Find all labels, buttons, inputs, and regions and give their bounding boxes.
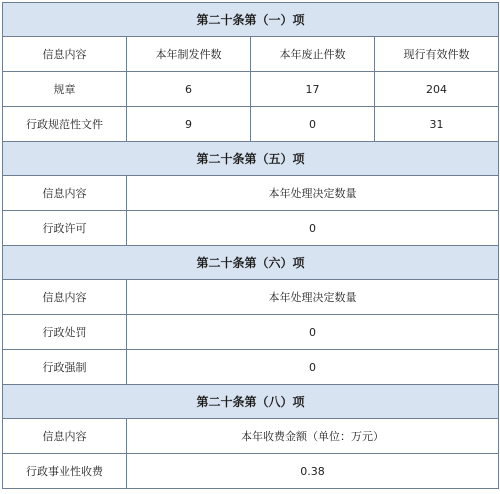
table-row [3, 315, 499, 350]
table-cell: 31 [375, 107, 499, 142]
table-cell: 0 [127, 211, 499, 246]
section-header [3, 142, 499, 176]
table-cell: 0 [127, 315, 499, 350]
disclosure-table [2, 2, 499, 489]
section-header [3, 3, 499, 37]
column-header: 现行有效件数 [375, 37, 499, 72]
section-header [3, 246, 499, 280]
section-title: 第二十条第（八）项 [3, 385, 499, 419]
column-header: 本年收费金额（单位：万元） [127, 419, 499, 454]
table-header-row [3, 280, 499, 315]
section-header [3, 385, 499, 419]
row-label: 行政强制 [3, 350, 127, 385]
row-label: 行政许可 [3, 211, 127, 246]
column-header: 本年处理决定数量 [127, 280, 499, 315]
table-cell: 6 [127, 72, 251, 107]
table-row [3, 454, 499, 489]
table-header-row [3, 176, 499, 211]
section-title: 第二十条第（五）项 [3, 142, 499, 176]
table-cell: 0 [251, 107, 375, 142]
row-label: 行政规范性文件 [3, 107, 127, 142]
column-header: 本年制发件数 [127, 37, 251, 72]
column-header: 本年处理决定数量 [127, 176, 499, 211]
table-cell: 204 [375, 72, 499, 107]
table-row [3, 72, 499, 107]
row-label: 行政处罚 [3, 315, 127, 350]
table-row [3, 107, 499, 142]
column-header: 信息内容 [3, 37, 127, 72]
table-row [3, 211, 499, 246]
row-label: 规章 [3, 72, 127, 107]
table-cell: 17 [251, 72, 375, 107]
table-cell: 9 [127, 107, 251, 142]
column-header: 信息内容 [3, 419, 127, 454]
section-title: 第二十条第（六）项 [3, 246, 499, 280]
column-header: 信息内容 [3, 280, 127, 315]
table-header-row [3, 37, 499, 72]
row-label: 行政事业性收费 [3, 454, 127, 489]
section-title: 第二十条第（一）项 [3, 3, 499, 37]
table-header-row [3, 419, 499, 454]
table-cell: 0 [127, 350, 499, 385]
table-row [3, 350, 499, 385]
column-header: 本年废止件数 [251, 37, 375, 72]
column-header: 信息内容 [3, 176, 127, 211]
table-cell: 0.38 [127, 454, 499, 489]
